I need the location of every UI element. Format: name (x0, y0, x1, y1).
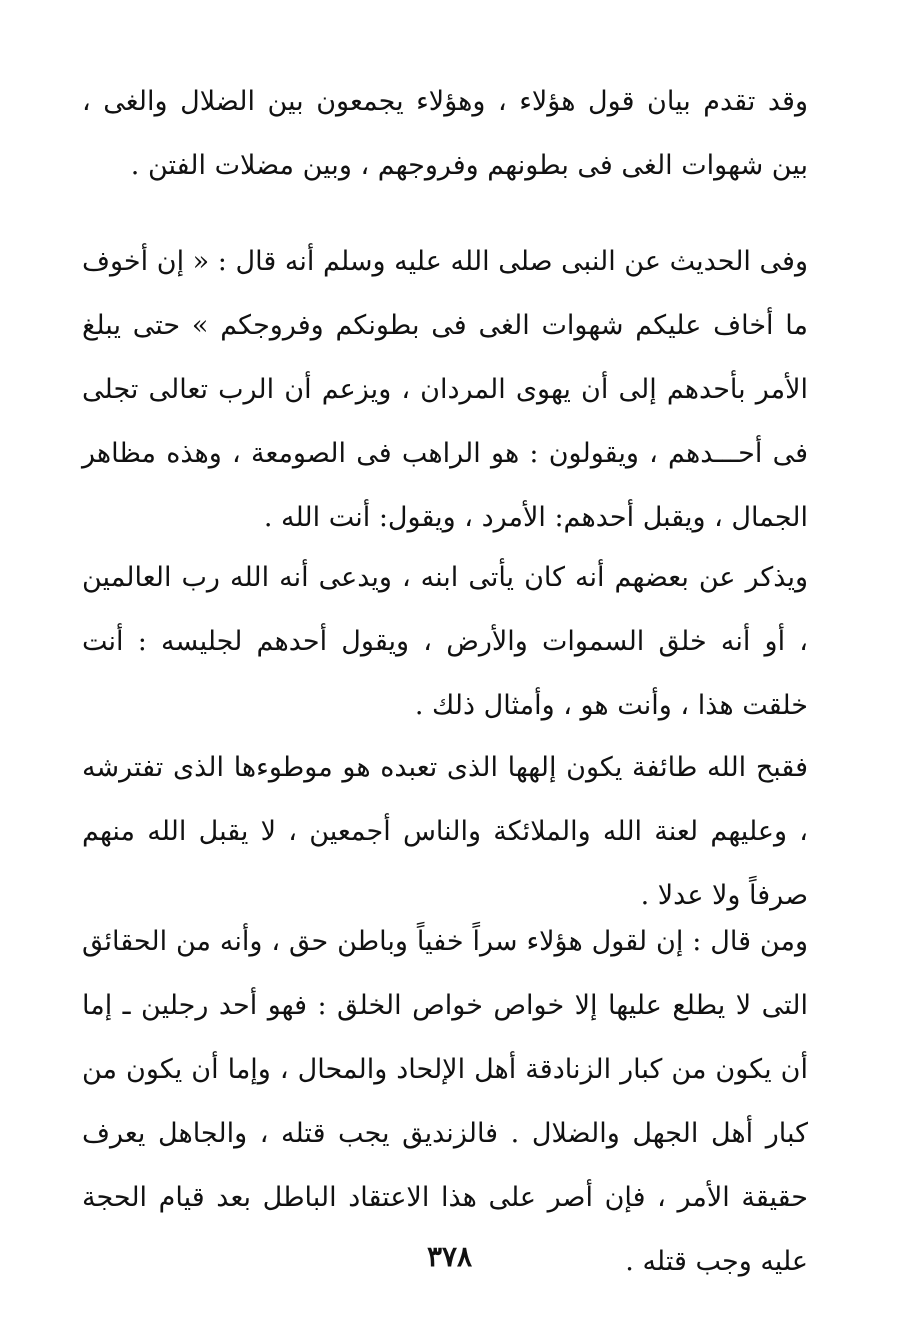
paragraph-2: وفى الحديث عن النبى صلى الله عليه وسلم أنه قال : « إن أخوف ما أخاف عليكم شهوات الغى فى بطونكم وفروجكم » حتى يبلغ الأمر بأحدهم إلى أن يهوى المردان ، ويزعم أن الرب تعالى تجلى فى أحـــدهم ، ويقولون : هو الراهب فى الصومعة ، وهذه مظاهر الجمال ، ويقبل أحدهم: الأمرد ، ويقول: أنت الله . (82, 246, 808, 533)
paragraph-1: وقد تقدم بيان قول هؤلاء ، وهؤلاء يجمعون بين الضلال والغى ، بين شهوات الغى فى بطونهم وفروجهم ، وبين مضلات الفتن . (82, 86, 808, 181)
paragraph-3: ويذكر عن بعضهم أنه كان يأتى ابنه ، ويدعى أنه الله رب العالمين ، أو أنه خلق السموات والأرض ، ويقول أحدهم لجليسه : أنت خلقت هذا ، وأنت هو ، وأمثال ذلك . (82, 562, 808, 721)
paragraph-4: فقبح الله طائفة يكون إلهها الذى تعبده هو موطوءها الذى تفترشه ، وعليهم لعنة الله والملائكة والناس أجمعين ، لا يقبل الله منهم صرفاً ولا عدلا . (82, 752, 808, 911)
paragraph-5: ومن قال : إن لقول هؤلاء سراً خفياً وباطن حق ، وأنه من الحقائق التى لا يطلع عليها إلا خواص خواص الخلق : فهو أحد رجلين ـ إما أن يكون من كبار الزنادقة أهل الإلحاد والمحال ، وإما أن يكون من كبار أهل الجهل والضلال . فالزنديق يجب قتله ، والجاهل يعرف حقيقة الأمر ، فإن أصر على هذا الاعتقاد الباطل بعد قيام الحجة عليه وجب قتله . (82, 926, 808, 1277)
page-number: ٣٧٨ (426, 1240, 473, 1273)
